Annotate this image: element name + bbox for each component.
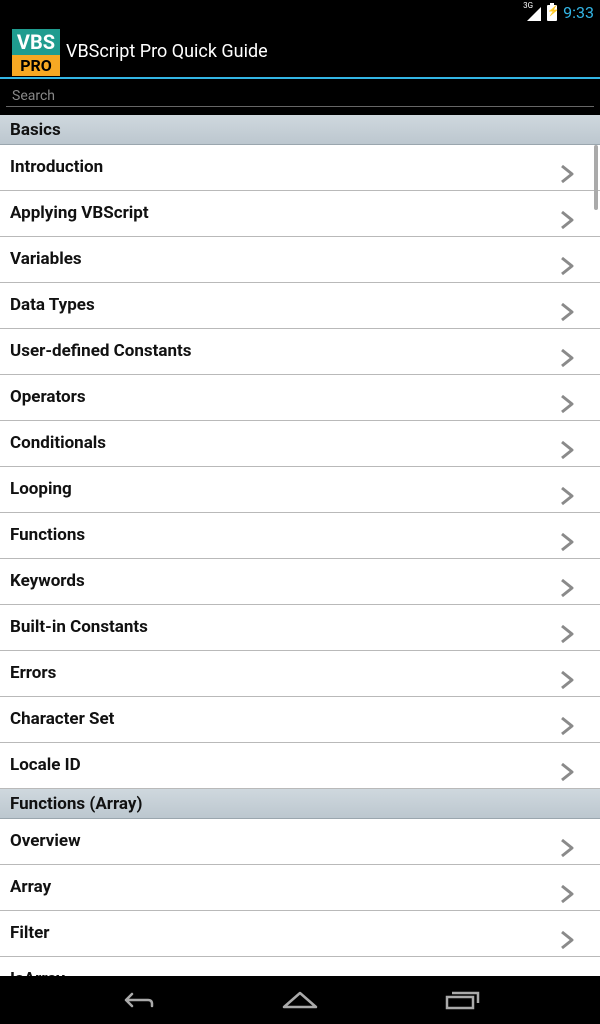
recents-icon[interactable] [433, 976, 493, 1024]
chevron-right-icon [560, 157, 574, 177]
chevron-right-icon [560, 663, 574, 683]
list-item-label: Conditionals [10, 433, 107, 453]
topic-list[interactable] [0, 115, 600, 976]
list-item[interactable] [0, 605, 600, 651]
list-item[interactable] [0, 911, 600, 957]
list-item-label: Locale ID [10, 755, 81, 775]
list-item[interactable] [0, 145, 600, 191]
list-item-label: Functions [10, 525, 86, 545]
list-item-label: Character Set [10, 709, 115, 729]
list-item[interactable] [0, 819, 600, 865]
list-item[interactable] [0, 513, 600, 559]
navigation-bar [0, 976, 600, 1024]
chevron-right-icon [560, 203, 574, 223]
list-item-label: Applying VBScript [10, 203, 149, 223]
logo-top-text: VBS [12, 29, 60, 55]
chevron-right-icon [560, 433, 574, 453]
chevron-right-icon [560, 617, 574, 637]
search-bar [0, 79, 600, 115]
section-header: Basics [0, 115, 600, 145]
action-bar [0, 25, 600, 79]
chevron-right-icon [560, 709, 574, 729]
signal-icon [523, 0, 541, 21]
list-item-label: Keywords [10, 571, 85, 591]
list-item[interactable] [0, 283, 600, 329]
battery-icon [547, 5, 557, 21]
list-item-label: Looping [10, 479, 72, 499]
back-icon[interactable] [108, 976, 168, 1024]
list-item[interactable] [0, 697, 600, 743]
list-item-label: Array [10, 877, 52, 897]
app-logo[interactable] [12, 29, 60, 76]
chevron-right-icon [560, 295, 574, 315]
chevron-right-icon [560, 877, 574, 897]
home-icon[interactable] [270, 976, 330, 1024]
chevron-right-icon [560, 525, 574, 545]
list-item[interactable] [0, 237, 600, 283]
status-bar [0, 0, 600, 25]
list-item[interactable] [0, 743, 600, 789]
list-item-label: Operators [10, 387, 86, 407]
list-item-label: Filter [10, 923, 50, 943]
list-item-label: Variables [10, 249, 82, 269]
list-item[interactable] [0, 329, 600, 375]
list-item[interactable] [0, 421, 600, 467]
clock: 9:33 [563, 3, 594, 22]
chevron-right-icon [560, 387, 574, 407]
list-item[interactable] [0, 191, 600, 237]
list-item[interactable] [0, 467, 600, 513]
section-header: Functions (Array) [0, 789, 600, 819]
chevron-right-icon [560, 571, 574, 591]
list-item-label: Errors [10, 663, 57, 683]
logo-bottom-text: PRO [12, 55, 60, 76]
chevron-right-icon [560, 831, 574, 851]
chevron-right-icon [560, 249, 574, 269]
app-title: VBScript Pro Quick Guide [66, 41, 268, 62]
network-type-label: 3G [523, 0, 534, 10]
chevron-right-icon [560, 755, 574, 775]
list-item-label: User-defined Constants [10, 341, 192, 361]
list-item[interactable] [0, 865, 600, 911]
list-item-label: Built-in Constants [10, 617, 148, 637]
list-item[interactable] [0, 375, 600, 421]
chevron-right-icon [560, 923, 574, 943]
list-item-label: Data Types [10, 295, 95, 315]
list-item[interactable] [0, 651, 600, 697]
chevron-right-icon [560, 341, 574, 361]
list-item-label: Overview [10, 831, 81, 851]
search-input[interactable]: Search [6, 85, 594, 107]
chevron-right-icon [560, 479, 574, 499]
list-item[interactable] [0, 559, 600, 605]
list-item-label: Introduction [10, 157, 104, 177]
scrollbar[interactable] [594, 145, 598, 210]
